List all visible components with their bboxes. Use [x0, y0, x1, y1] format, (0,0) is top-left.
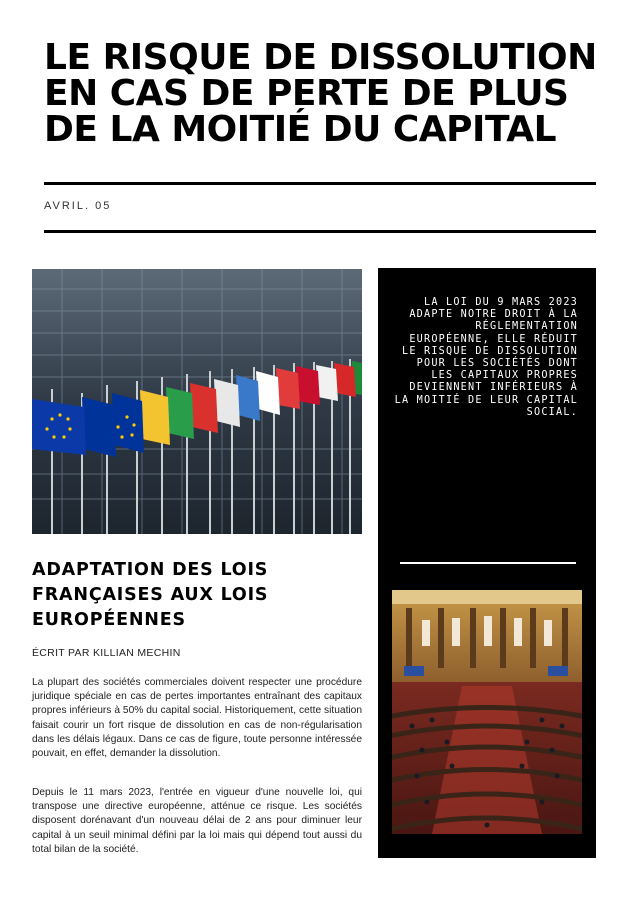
senate-hemicycle-photo — [392, 590, 582, 834]
article-paragraph: La plupart des sociétés commerciales doivent respecter une procédure juridique spéciale en cas de pertes importantes entraînant des capitaux propres inférieurs à 50% du capital social. Historiquement, cette situation faisait courir un fort risque de dissolution en cas de non-régularisation dans les délais légaux. Dans ce cas de figure, toute personne intéressée pouvait, en effet, demander la dissolution. — [32, 677, 362, 760]
publication-date: AVRIL. 05 — [44, 200, 112, 212]
page-title: LE RISQUE DE DISSOLUTION EN CAS DE PERTE DE PLUS DE LA MOITIÉ DU CAPITAL — [44, 37, 597, 150]
header-divider — [44, 230, 596, 233]
article-heading: ADAPTATION DES LOIS FRANÇAISES AUX LOIS EUROPÉENNES — [32, 560, 269, 630]
european-flags-photo — [32, 269, 362, 534]
top-divider — [44, 182, 596, 185]
sidebar-quote: LA LOI DU 9 MARS 2023 ADAPTE NOTRE DROIT À LA RÉGLEMENTATION EUROPÉENNE, ELLE RÉDUIT LE RISQUE DE DISSOLUTION POUR LES SOCIÉTÉS DONT LES CAPITAUX PROPRES DEVIENNENT INFÉRIEURS À LA MOITIÉ DE LEUR CAPITAL SOCIAL. — [394, 297, 578, 418]
sidebar-divider — [400, 562, 576, 564]
article-paragraph: Depuis le 11 mars 2023, l'entrée en vigueur d'une nouvelle loi, qui transpose une directive européenne, atténue ce risque. Les sociétés disposent dorénavant d'un nouveau délai de 2 ans pour diminuer leur capital à un seuil minimal défini par la loi mais qui dépend tout aussi du total bilan de la société. — [32, 787, 362, 855]
article-byline: ÉCRIT PAR KILLIAN MECHIN — [32, 647, 181, 659]
